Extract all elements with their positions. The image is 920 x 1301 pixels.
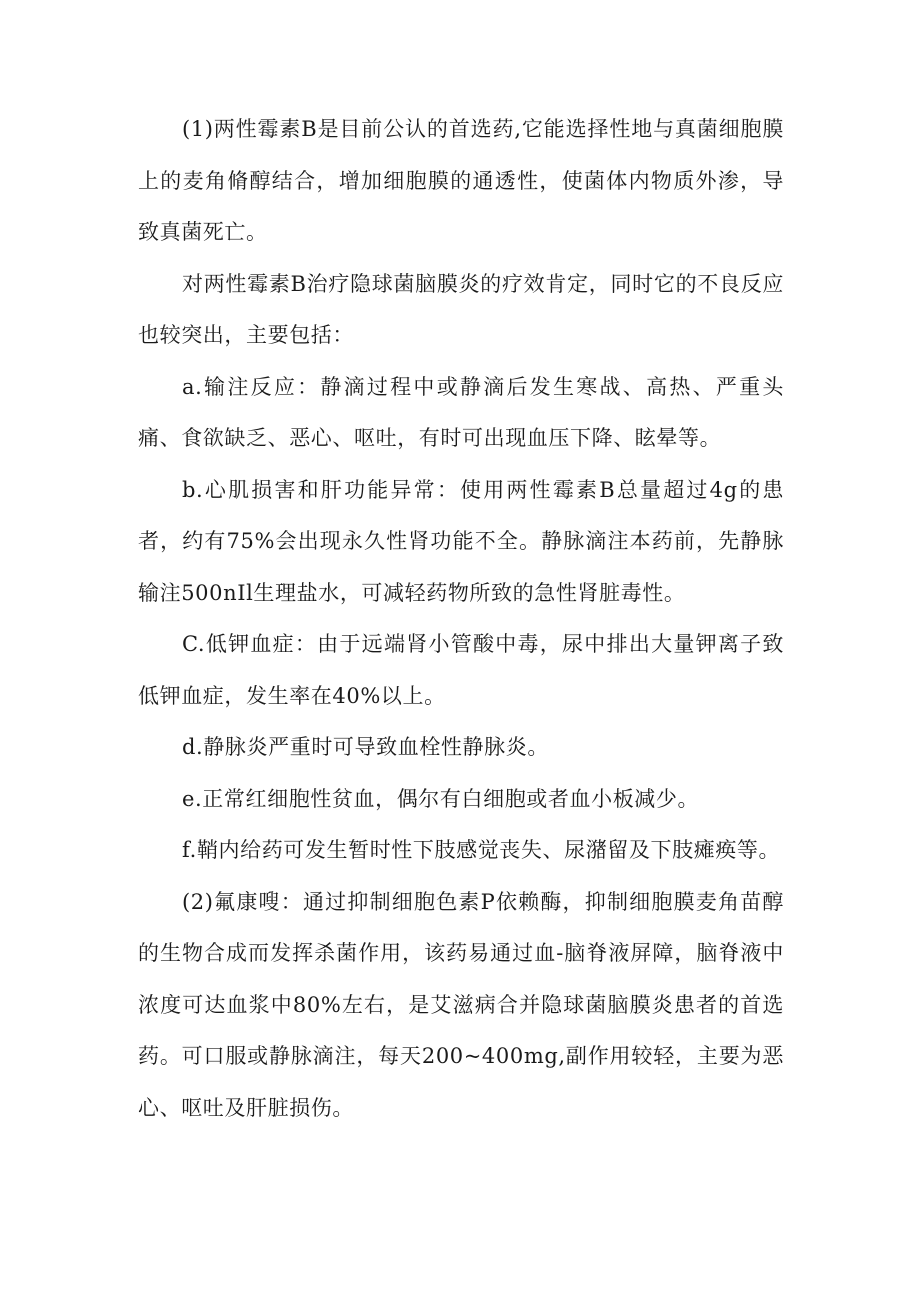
paragraph-hypokalemia: C.低钾血症：由于远端肾小管酸中毒，尿中排出大量钾离子致低钾血症，发生率在40%以上。 bbox=[138, 632, 784, 708]
paragraph-phlebitis: d.静脉炎严重时可导致血栓性静脉炎。 bbox=[182, 735, 549, 759]
paragraph-anemia: e.正常红细胞性贫血，偶尔有白细胞或者血小板减少。 bbox=[182, 786, 700, 811]
paragraph-fluconazole: (2)氟康嗖：通过抑制细胞色素P依赖酶，抑制细胞膜麦角苗醇的生物合成而发挥杀菌作用，该药易通过血-脑脊液屏障，脑脊液中浓度可达血浆中80%左右，是艾滋病合并隐球菌脑膜炎患者的首选药。可口服或静脉滴注，每天200~400mg,副作用较轻，主要为恶心、呕吐及肝脏损伤。 bbox=[138, 889, 784, 1120]
paragraph-intrathecal: f.鞘内给药可发生暂时性下肢感觉丧失、尿潴留及下肢瘫痪等。 bbox=[182, 838, 781, 862]
paragraph-myocardial-damage: b.心肌损害和肝功能异常：使用两性霉素B总量超过4g的患者，约有75%会出现永久性肾功能不全。静脉滴注本药前，先静脉输注500nIl生理盐水，可减轻药物所致的急性肾脏毒性。 bbox=[138, 477, 784, 605]
document-body bbox=[138, 104, 784, 1134]
paragraph-adverse-reactions-intro: 对两性霉素B治疗隐球菌脑膜炎的疗效肯定，同时它的不良反应也较突出，主要包括： bbox=[138, 271, 784, 347]
paragraph-amphotericin-b: (1)两性霉素B是目前公认的首选药,它能选择性地与真菌细胞膜上的麦角脩醇结合，增加细胞膜的通透性，使菌体内物质外渗，导致真菌死亡。 bbox=[138, 117, 784, 244]
paragraph-infusion-reaction: a.输注反应：静滴过程中或静滴后发生寒战、高热、严重头痛、食欲缺乏、恶心、呕吐，有时可出现血压下降、眩晕等。 bbox=[138, 374, 784, 450]
